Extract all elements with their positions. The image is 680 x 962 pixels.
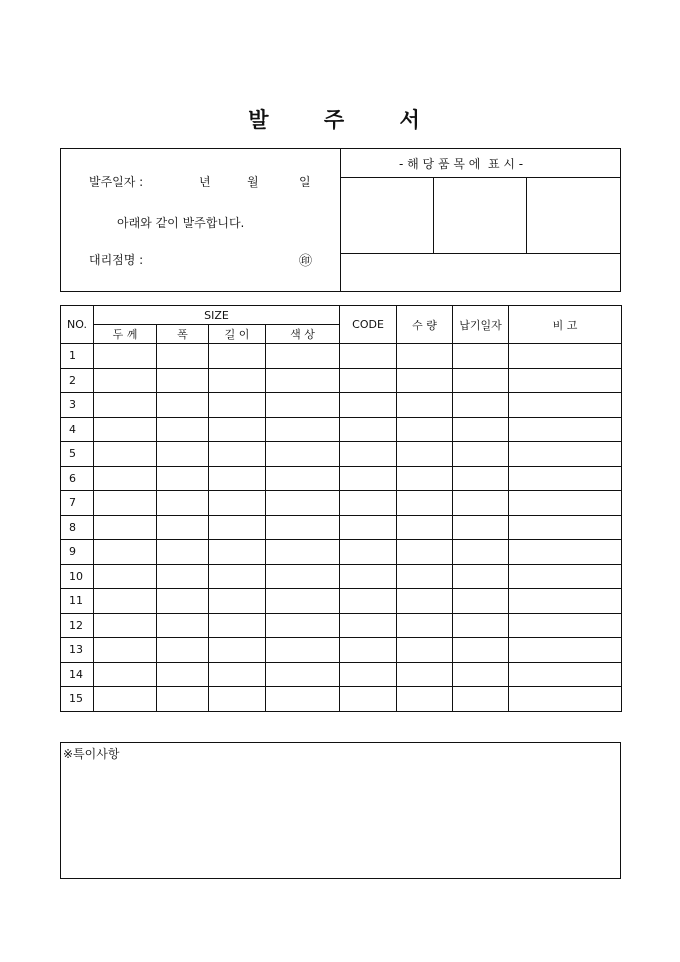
width-cell[interactable] bbox=[157, 442, 209, 467]
code-cell[interactable] bbox=[340, 687, 397, 712]
thickness-cell[interactable] bbox=[94, 613, 157, 638]
width-cell[interactable] bbox=[157, 662, 209, 687]
width-cell[interactable] bbox=[157, 466, 209, 491]
thickness-cell[interactable] bbox=[94, 589, 157, 614]
thickness-cell[interactable] bbox=[94, 540, 157, 565]
row-number: 2 bbox=[61, 368, 94, 393]
delivery-date-cell[interactable] bbox=[453, 540, 509, 565]
row-number: 1 bbox=[61, 344, 94, 369]
thickness-cell[interactable] bbox=[94, 368, 157, 393]
remark-cell[interactable] bbox=[509, 564, 622, 589]
page-title: 발 주 서 bbox=[248, 108, 444, 132]
table-row bbox=[61, 368, 622, 393]
thickness-cell[interactable] bbox=[94, 393, 157, 418]
thickness-cell[interactable] bbox=[94, 564, 157, 589]
color-cell[interactable] bbox=[266, 540, 340, 565]
length-cell[interactable] bbox=[209, 638, 266, 663]
row-number: 4 bbox=[61, 417, 94, 442]
remark-cell[interactable] bbox=[509, 442, 622, 467]
width-cell[interactable] bbox=[157, 613, 209, 638]
row-number: 10 bbox=[61, 564, 94, 589]
color-cell[interactable] bbox=[266, 564, 340, 589]
row-number: 9 bbox=[61, 540, 94, 565]
delivery-date-cell[interactable] bbox=[453, 613, 509, 638]
remark-cell[interactable] bbox=[509, 687, 622, 712]
row-number: 15 bbox=[61, 687, 94, 712]
code-cell[interactable] bbox=[340, 589, 397, 614]
row-number: 14 bbox=[61, 662, 94, 687]
remark-cell[interactable] bbox=[509, 540, 622, 565]
remark-cell[interactable] bbox=[509, 417, 622, 442]
table-row bbox=[61, 515, 622, 540]
qty-cell[interactable] bbox=[397, 491, 453, 516]
width-cell[interactable] bbox=[157, 417, 209, 442]
color-cell[interactable] bbox=[266, 344, 340, 369]
qty-cell[interactable] bbox=[397, 564, 453, 589]
code-cell[interactable] bbox=[340, 368, 397, 393]
remark-cell[interactable] bbox=[509, 491, 622, 516]
table-row bbox=[61, 662, 622, 687]
qty-cell[interactable] bbox=[397, 466, 453, 491]
table-row bbox=[61, 589, 622, 614]
delivery-date-cell[interactable] bbox=[453, 491, 509, 516]
table-row bbox=[61, 613, 622, 638]
width-cell[interactable] bbox=[157, 687, 209, 712]
thickness-cell[interactable] bbox=[94, 662, 157, 687]
order-date-label: 발주일자 : bbox=[89, 175, 144, 189]
code-cell[interactable] bbox=[340, 417, 397, 442]
qty-cell[interactable] bbox=[397, 638, 453, 663]
width-cell[interactable] bbox=[157, 515, 209, 540]
length-cell[interactable] bbox=[209, 564, 266, 589]
remark-cell[interactable] bbox=[509, 344, 622, 369]
qty-cell[interactable] bbox=[397, 393, 453, 418]
color-cell[interactable] bbox=[266, 589, 340, 614]
agency-label: 대리점명 : bbox=[89, 253, 144, 267]
length-cell[interactable] bbox=[209, 442, 266, 467]
delivery-date-cell[interactable] bbox=[453, 344, 509, 369]
color-cell[interactable] bbox=[266, 687, 340, 712]
width-cell[interactable] bbox=[157, 393, 209, 418]
length-cell[interactable] bbox=[209, 344, 266, 369]
table-row bbox=[61, 466, 622, 491]
color-cell[interactable] bbox=[266, 491, 340, 516]
qty-cell[interactable] bbox=[397, 344, 453, 369]
code-cell[interactable] bbox=[340, 442, 397, 467]
length-cell[interactable] bbox=[209, 662, 266, 687]
width-cell[interactable] bbox=[157, 638, 209, 663]
no-header: NO. bbox=[61, 306, 94, 344]
delivery-date-cell[interactable] bbox=[453, 368, 509, 393]
length-cell[interactable] bbox=[209, 613, 266, 638]
code-cell[interactable] bbox=[340, 491, 397, 516]
mark-caption-line bbox=[340, 177, 620, 178]
thickness-cell[interactable] bbox=[94, 417, 157, 442]
table-row bbox=[61, 491, 622, 516]
delivery-date-cell[interactable] bbox=[453, 687, 509, 712]
width-header: 폭 bbox=[157, 325, 209, 344]
width-cell[interactable] bbox=[157, 368, 209, 393]
row-number: 13 bbox=[61, 638, 94, 663]
width-cell[interactable] bbox=[157, 491, 209, 516]
special-notes-label: ※특이사항 bbox=[63, 747, 120, 761]
color-cell[interactable] bbox=[266, 638, 340, 663]
size-header: SIZE bbox=[94, 306, 340, 325]
color-cell[interactable] bbox=[266, 417, 340, 442]
thickness-cell[interactable] bbox=[94, 442, 157, 467]
code-cell[interactable] bbox=[340, 466, 397, 491]
length-header: 길 이 bbox=[209, 325, 266, 344]
remark-cell[interactable] bbox=[509, 393, 622, 418]
qty-header: 수 량 bbox=[397, 306, 453, 344]
table-row bbox=[61, 442, 622, 467]
code-cell[interactable] bbox=[340, 393, 397, 418]
code-cell[interactable] bbox=[340, 564, 397, 589]
delivery-date-cell[interactable] bbox=[453, 638, 509, 663]
color-cell[interactable] bbox=[266, 613, 340, 638]
qty-cell[interactable] bbox=[397, 515, 453, 540]
width-cell[interactable] bbox=[157, 540, 209, 565]
code-cell[interactable] bbox=[340, 344, 397, 369]
remark-cell[interactable] bbox=[509, 638, 622, 663]
qty-cell[interactable] bbox=[397, 540, 453, 565]
remark-cell[interactable] bbox=[509, 589, 622, 614]
table-row bbox=[61, 638, 622, 663]
remark-header: 비 고 bbox=[509, 306, 622, 344]
thickness-cell[interactable] bbox=[94, 466, 157, 491]
delivery-date-cell[interactable] bbox=[453, 589, 509, 614]
code-cell[interactable] bbox=[340, 613, 397, 638]
delivery-date-cell[interactable] bbox=[453, 393, 509, 418]
length-cell[interactable] bbox=[209, 515, 266, 540]
table-row bbox=[61, 687, 622, 712]
qty-cell[interactable] bbox=[397, 442, 453, 467]
year-label: 년 bbox=[199, 175, 211, 189]
code-cell[interactable] bbox=[340, 638, 397, 663]
remark-cell[interactable] bbox=[509, 515, 622, 540]
row-number: 6 bbox=[61, 466, 94, 491]
order-statement: 아래와 같이 발주합니다. bbox=[117, 216, 245, 230]
thickness-cell[interactable] bbox=[94, 344, 157, 369]
seal-mark: ㊞ bbox=[299, 254, 313, 269]
table-row bbox=[61, 344, 622, 369]
qty-cell[interactable] bbox=[397, 368, 453, 393]
qty-cell[interactable] bbox=[397, 687, 453, 712]
table-row bbox=[61, 393, 622, 418]
delivery-date-cell[interactable] bbox=[453, 442, 509, 467]
row-number: 12 bbox=[61, 613, 94, 638]
delivery-date-cell[interactable] bbox=[453, 564, 509, 589]
color-cell[interactable] bbox=[266, 466, 340, 491]
thickness-cell[interactable] bbox=[94, 515, 157, 540]
delivery-date-cell[interactable] bbox=[453, 662, 509, 687]
color-cell[interactable] bbox=[266, 515, 340, 540]
month-label: 월 bbox=[247, 175, 259, 189]
thickness-header: 두 께 bbox=[94, 325, 157, 344]
table-row bbox=[61, 540, 622, 565]
length-cell[interactable] bbox=[209, 466, 266, 491]
row-number: 5 bbox=[61, 442, 94, 467]
mark-cell-divider-2 bbox=[526, 177, 527, 253]
length-cell[interactable] bbox=[209, 393, 266, 418]
code-cell[interactable] bbox=[340, 515, 397, 540]
day-label: 일 bbox=[299, 175, 311, 189]
qty-cell[interactable] bbox=[397, 613, 453, 638]
color-cell[interactable] bbox=[266, 368, 340, 393]
row-number: 8 bbox=[61, 515, 94, 540]
special-notes-box[interactable] bbox=[60, 742, 621, 879]
table-row bbox=[61, 564, 622, 589]
width-cell[interactable] bbox=[157, 344, 209, 369]
delivery-date-header: 납기일자 bbox=[453, 306, 509, 344]
color-header: 색 상 bbox=[266, 325, 340, 344]
code-cell[interactable] bbox=[340, 662, 397, 687]
mark-bottom-line bbox=[340, 253, 620, 254]
row-number: 3 bbox=[61, 393, 94, 418]
thickness-cell[interactable] bbox=[94, 491, 157, 516]
remark-cell[interactable] bbox=[509, 466, 622, 491]
qty-cell[interactable] bbox=[397, 589, 453, 614]
length-cell[interactable] bbox=[209, 491, 266, 516]
order-table bbox=[60, 305, 622, 712]
length-cell[interactable] bbox=[209, 540, 266, 565]
length-cell[interactable] bbox=[209, 687, 266, 712]
qty-cell[interactable] bbox=[397, 662, 453, 687]
length-cell[interactable] bbox=[209, 589, 266, 614]
code-cell[interactable] bbox=[340, 540, 397, 565]
color-cell[interactable] bbox=[266, 442, 340, 467]
row-number: 11 bbox=[61, 589, 94, 614]
code-header: CODE bbox=[340, 306, 397, 344]
remark-cell[interactable] bbox=[509, 613, 622, 638]
mark-cell-divider-1 bbox=[433, 177, 434, 253]
qty-cell[interactable] bbox=[397, 417, 453, 442]
thickness-cell[interactable] bbox=[94, 687, 157, 712]
remark-cell[interactable] bbox=[509, 368, 622, 393]
mark-caption: - 해 당 품 목 에 표 시 - bbox=[399, 157, 524, 171]
length-cell[interactable] bbox=[209, 417, 266, 442]
row-number: 7 bbox=[61, 491, 94, 516]
delivery-date-cell[interactable] bbox=[453, 515, 509, 540]
delivery-date-cell[interactable] bbox=[453, 417, 509, 442]
delivery-date-cell[interactable] bbox=[453, 466, 509, 491]
order-info-box bbox=[60, 148, 621, 292]
header-divider bbox=[340, 149, 341, 291]
table-row bbox=[61, 417, 622, 442]
color-cell[interactable] bbox=[266, 662, 340, 687]
remark-cell[interactable] bbox=[509, 662, 622, 687]
width-cell[interactable] bbox=[157, 589, 209, 614]
thickness-cell[interactable] bbox=[94, 638, 157, 663]
width-cell[interactable] bbox=[157, 564, 209, 589]
length-cell[interactable] bbox=[209, 368, 266, 393]
color-cell[interactable] bbox=[266, 393, 340, 418]
